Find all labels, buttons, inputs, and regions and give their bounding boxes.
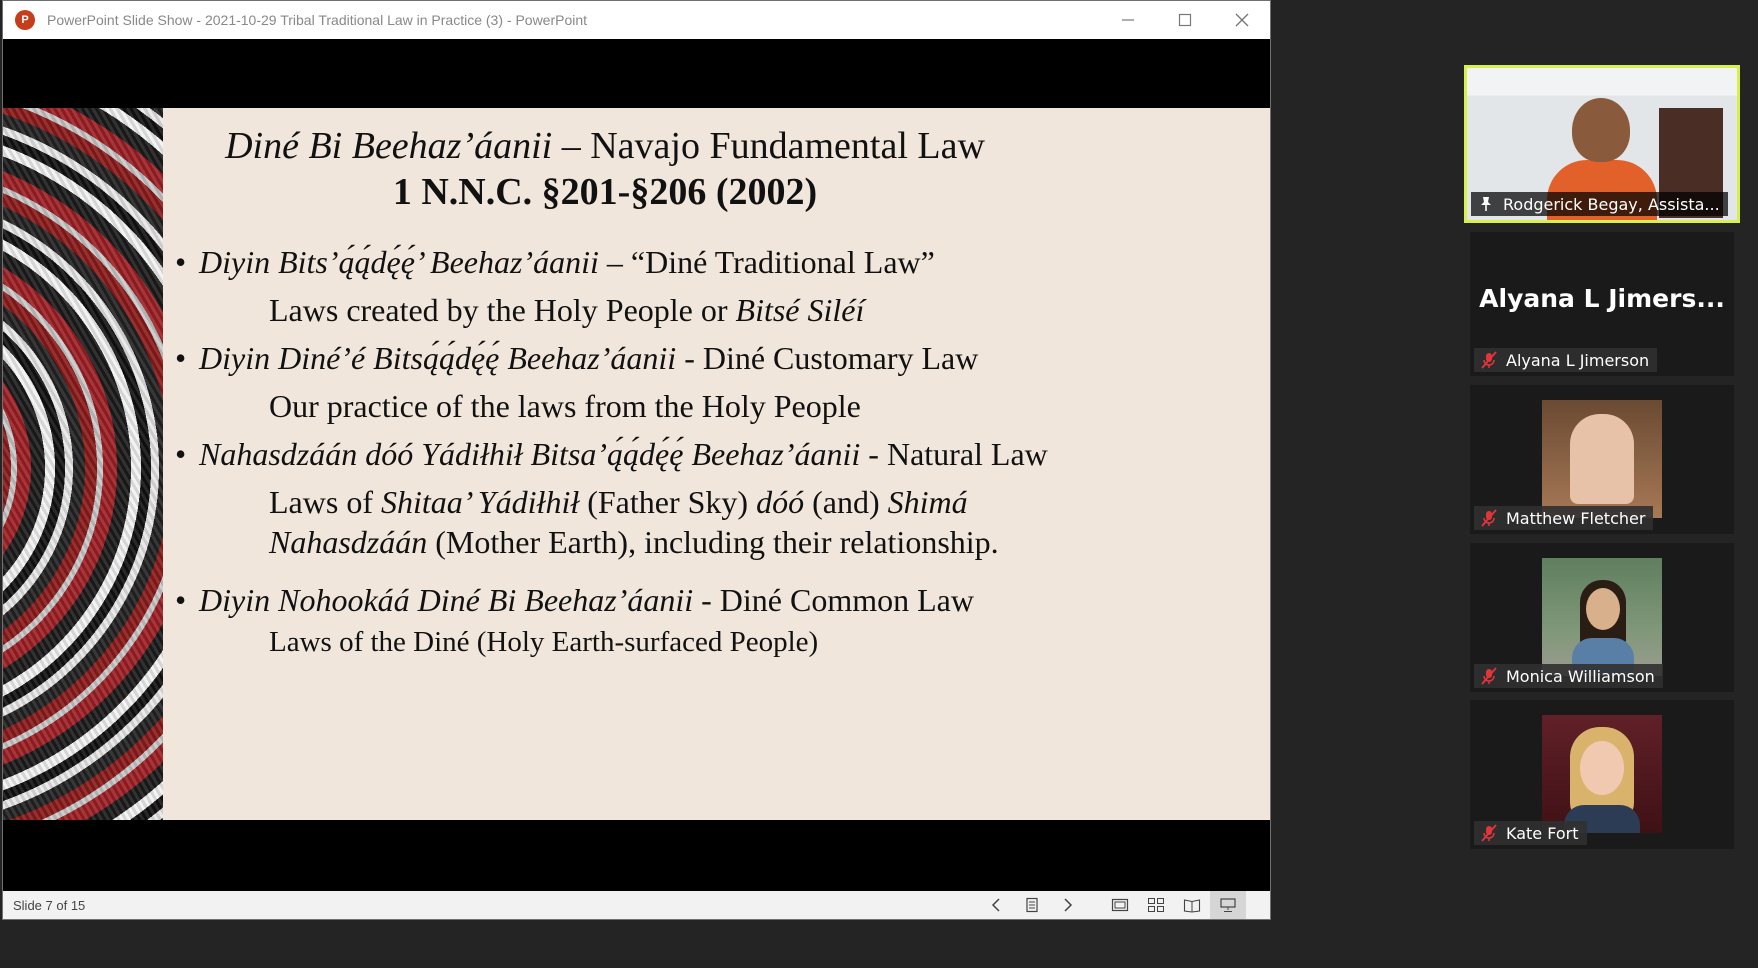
sub-plain: Laws created by the Holy People or bbox=[269, 292, 736, 328]
bullet-desc: - Diné Common Law bbox=[693, 582, 974, 618]
all-slides-button[interactable] bbox=[1014, 891, 1050, 919]
bullet-term: Diyin Diné’é Bitsą́ą́dę́ę́ Beehaz’áanii bbox=[199, 340, 677, 376]
close-button[interactable] bbox=[1213, 1, 1270, 39]
slide-title-rest: – Navajo Fundamental Law bbox=[552, 125, 985, 167]
participant-avatar bbox=[1542, 400, 1662, 518]
powerpoint-window bbox=[2, 0, 1271, 920]
sub-italic: dóó bbox=[756, 484, 805, 520]
chevron-left-icon bbox=[991, 898, 1001, 912]
participant-name: Alyana L Jimerson bbox=[1506, 350, 1650, 370]
participant-tile[interactable] bbox=[1470, 385, 1734, 534]
microphone-muted-icon bbox=[1480, 509, 1498, 527]
avatar-face bbox=[1586, 588, 1620, 630]
previous-slide-button[interactable] bbox=[978, 891, 1014, 919]
participant-display-name: Alyana L Jimers... bbox=[1479, 284, 1725, 313]
bullet-desc: - Natural Law bbox=[860, 436, 1048, 472]
bullet-sub-text bbox=[269, 484, 968, 521]
next-slide-button[interactable] bbox=[1050, 891, 1086, 919]
microphone-muted-icon bbox=[1480, 351, 1498, 369]
participant-name: Kate Fort bbox=[1506, 823, 1579, 843]
bullet-natural-law: • Nahasdzáán dóó Yádiłhił Bitsa’ą́ą́dę́ę́ Beehaz’áanii - Natural Law bbox=[175, 436, 1048, 472]
sub-plain: Laws of bbox=[269, 484, 381, 520]
slide-content bbox=[165, 108, 1270, 820]
bullet-sub-text bbox=[269, 292, 864, 329]
bullet-term: Diyin Bits’ą́ą́dę́ę́’ Beehaz’áanii bbox=[199, 244, 599, 280]
slide-show-button[interactable] bbox=[1210, 891, 1246, 919]
video-person-head bbox=[1572, 98, 1630, 162]
slide-counter: Slide 7 of 15 bbox=[13, 897, 86, 913]
normal-view-button[interactable] bbox=[1102, 891, 1138, 919]
participant-avatar bbox=[1542, 558, 1662, 676]
slide-title-italic: Diné Bi Beehaz’áanii bbox=[225, 125, 553, 167]
slide-show-icon bbox=[1219, 897, 1237, 913]
bullet-desc: - Diné Customary Law bbox=[676, 340, 979, 376]
reading-view-icon bbox=[1183, 897, 1201, 913]
bullet-sub-text: Our practice of the laws from the Holy People bbox=[269, 388, 861, 424]
window-title: PowerPoint Slide Show - 2021-10-29 Tribal Traditional Law in Practice (3) - PowerPoint bbox=[47, 12, 588, 28]
notes-page-icon bbox=[1024, 897, 1040, 913]
maximize-button[interactable] bbox=[1156, 1, 1213, 39]
chevron-right-icon bbox=[1063, 898, 1073, 912]
avatar-robot-figure bbox=[1570, 414, 1634, 504]
maximize-icon bbox=[1178, 13, 1192, 27]
bullet-traditional-law: • Diyin Bits’ą́ą́dę́ę́’ Beehaz’áanii – “Diné Traditional Law” bbox=[175, 244, 935, 280]
participant-tile[interactable] bbox=[1470, 543, 1734, 692]
basket-image bbox=[3, 108, 163, 820]
close-icon bbox=[1235, 13, 1249, 27]
minimize-icon bbox=[1121, 13, 1135, 27]
participant-name-chip bbox=[1474, 821, 1587, 845]
bullet-customary-law: • Diyin Diné’é Bitsą́ą́dę́ę́ Beehaz’áanii - Diné Customary Law bbox=[175, 340, 979, 376]
slide-sorter-icon bbox=[1147, 897, 1165, 913]
participant-tile[interactable] bbox=[1470, 232, 1734, 376]
participant-name-chip bbox=[1474, 664, 1663, 688]
participant-name: Monica Williamson bbox=[1506, 666, 1655, 686]
powerpoint-logo-icon: P bbox=[15, 10, 35, 30]
slide[interactable] bbox=[3, 108, 1270, 820]
microphone-muted-icon bbox=[1480, 667, 1498, 685]
sub-italic: Shimá bbox=[887, 484, 968, 520]
slide-show-area bbox=[3, 39, 1270, 893]
sub-plain: (Father Sky) bbox=[579, 484, 757, 520]
participant-name: Matthew Fletcher bbox=[1506, 508, 1646, 528]
participant-name: Rodgerick Begay, Assista... bbox=[1503, 194, 1720, 214]
bullet-sub-text bbox=[269, 524, 999, 561]
normal-view-icon bbox=[1111, 897, 1129, 913]
sub-plain: (Mother Earth), including their relationship. bbox=[427, 524, 999, 560]
bullet-term: Diyin Nohookáá Diné Bi Beehaz’áanii bbox=[199, 582, 694, 618]
microphone-muted-icon bbox=[1480, 824, 1498, 842]
avatar-face bbox=[1580, 741, 1624, 795]
slide-title bbox=[165, 124, 1045, 168]
pin-icon bbox=[1477, 195, 1495, 213]
status-bar bbox=[3, 891, 1270, 919]
minimize-button[interactable] bbox=[1099, 1, 1156, 39]
participant-name-chip bbox=[1471, 192, 1728, 216]
sub-plain: (and) bbox=[804, 484, 888, 520]
slide-sorter-button[interactable] bbox=[1138, 891, 1174, 919]
bullet-desc: – “Diné Traditional Law” bbox=[598, 244, 935, 280]
bullet-term: Nahasdzáán dóó Yádiłhił Bitsa’ą́ą́dę́ę́ Beehaz’áanii bbox=[199, 436, 861, 472]
participant-avatar bbox=[1542, 715, 1662, 833]
participant-tile-active-speaker[interactable] bbox=[1464, 65, 1740, 223]
sub-italic: Shitaa’ Yádiłhił bbox=[380, 484, 580, 520]
bullet-common-law: • Diyin Nohookáá Diné Bi Beehaz’áanii - Diné Common Law bbox=[175, 582, 974, 618]
bullet-sub-text: Laws of the Diné (Holy Earth-surfaced People) bbox=[269, 626, 819, 658]
participant-tile[interactable] bbox=[1470, 700, 1734, 849]
reading-view-button[interactable] bbox=[1174, 891, 1210, 919]
sub-italic: Bitsé Siléí bbox=[735, 292, 865, 328]
participant-name-chip bbox=[1474, 348, 1657, 372]
sub-italic: Nahasdzáán bbox=[269, 524, 428, 560]
slide-subtitle: 1 N.N.C. §201-§206 (2002) bbox=[392, 171, 818, 213]
title-bar bbox=[3, 1, 1270, 39]
participant-name-chip bbox=[1474, 506, 1653, 530]
